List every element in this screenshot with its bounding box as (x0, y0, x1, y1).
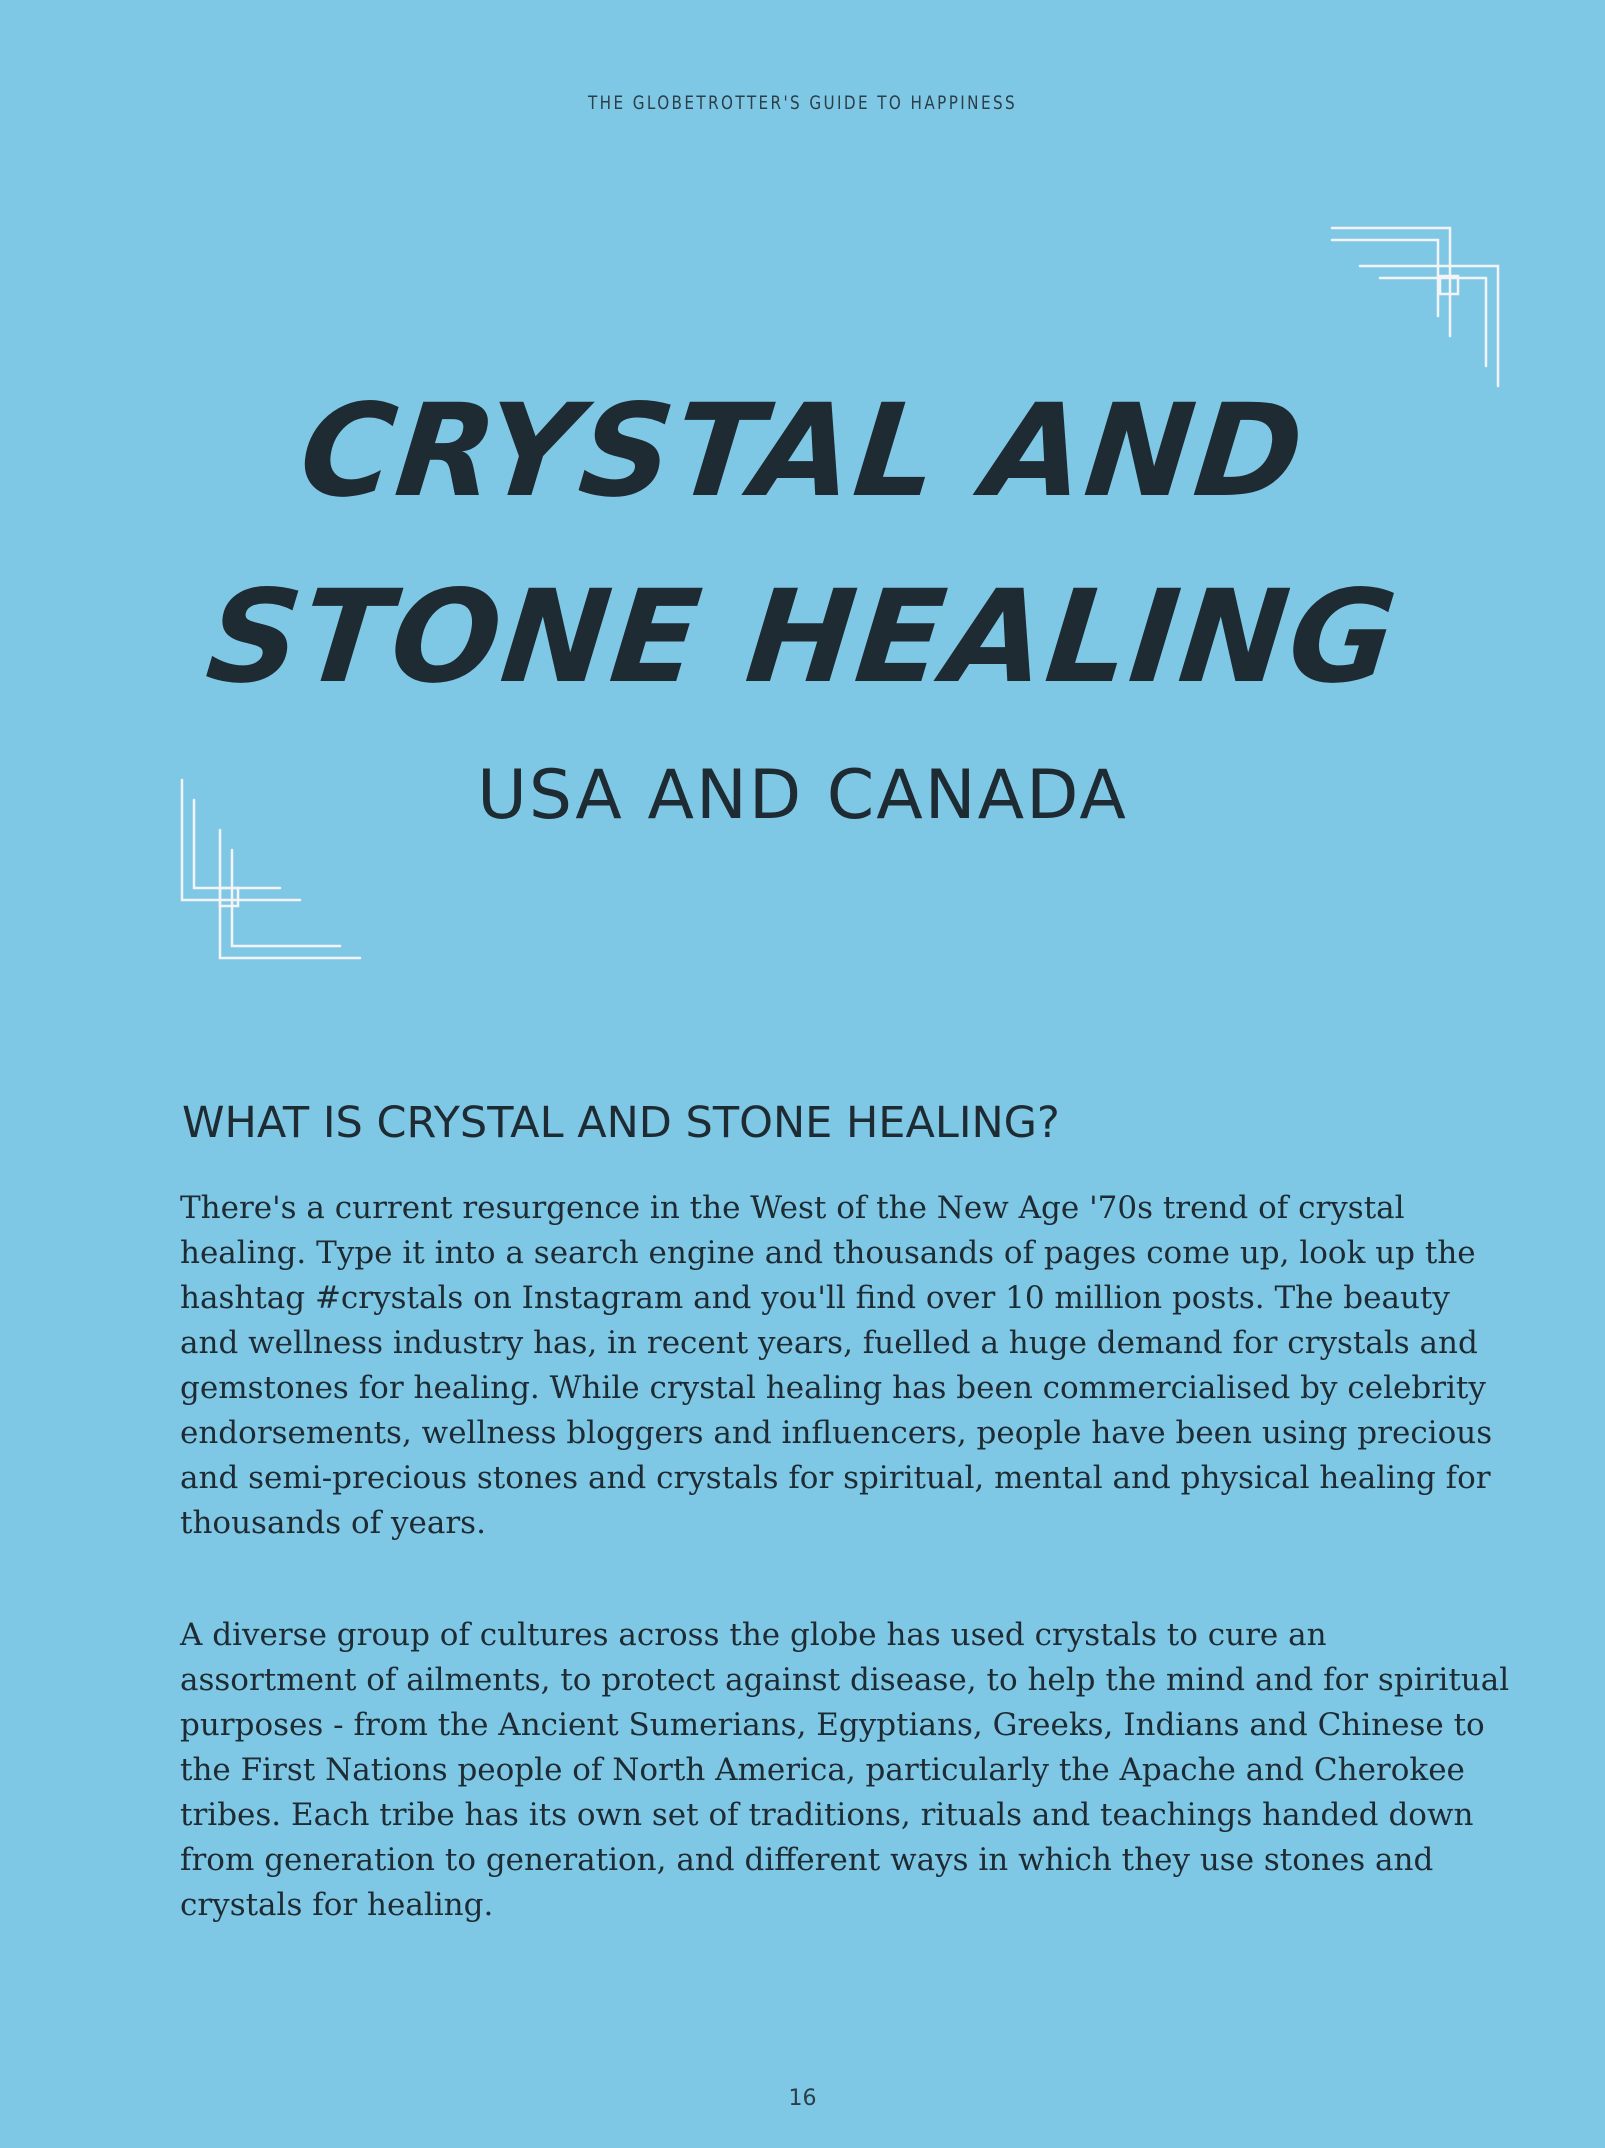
paragraph-text: A diverse group of cultures across the globe has used crystals to cure an assortment of ailments, to protect against disease, to help the mind and for spiritual purposes - from the Ancient Sumerians, Egyptians, Greeks, Indians and Chinese to the First Nations people of North America, particularly the Apache and Cherokee tribes. Each tribe has its own set of traditions, rituals and teachings handed down from generation to generation, and different ways in which they use stones and crystals for healing. (180, 1617, 1510, 1923)
running-header: THE GLOBETROTTER'S GUIDE TO HAPPINESS (587, 92, 1018, 114)
section-heading: WHAT IS CRYSTAL AND STONE HEALING? (182, 1098, 1060, 1148)
paragraph-text: There's a current resurgence in the West of the New Age '70s trend of crystal healing. Type it into a search engine and thousands of pages come up, look up the hashtag #crystals on Instagram and you'll find over 10 million posts. The beauty and wellness industry has, in recent years, fuelled a huge demand for crystals and gemstones for healing. While crystal healing has been commercialised by celebrity endorsements, wellness bloggers and influencers, people have been using precious and semi-precious stones and crystals for spiritual, mental and physical healing for thousands of years. (180, 1190, 1493, 1541)
page-number: 16 (788, 2086, 817, 2111)
title-line-2: STONE HEALING (200, 563, 1405, 712)
subtitle: USA AND CANADA (477, 756, 1128, 835)
body-paragraph (180, 1186, 1510, 1546)
corner-ornament-icon (1320, 216, 1520, 416)
body-paragraph (180, 1613, 1510, 1928)
corner-ornament-icon (170, 770, 370, 970)
title-line-1: CRYSTAL AND (293, 377, 1312, 526)
